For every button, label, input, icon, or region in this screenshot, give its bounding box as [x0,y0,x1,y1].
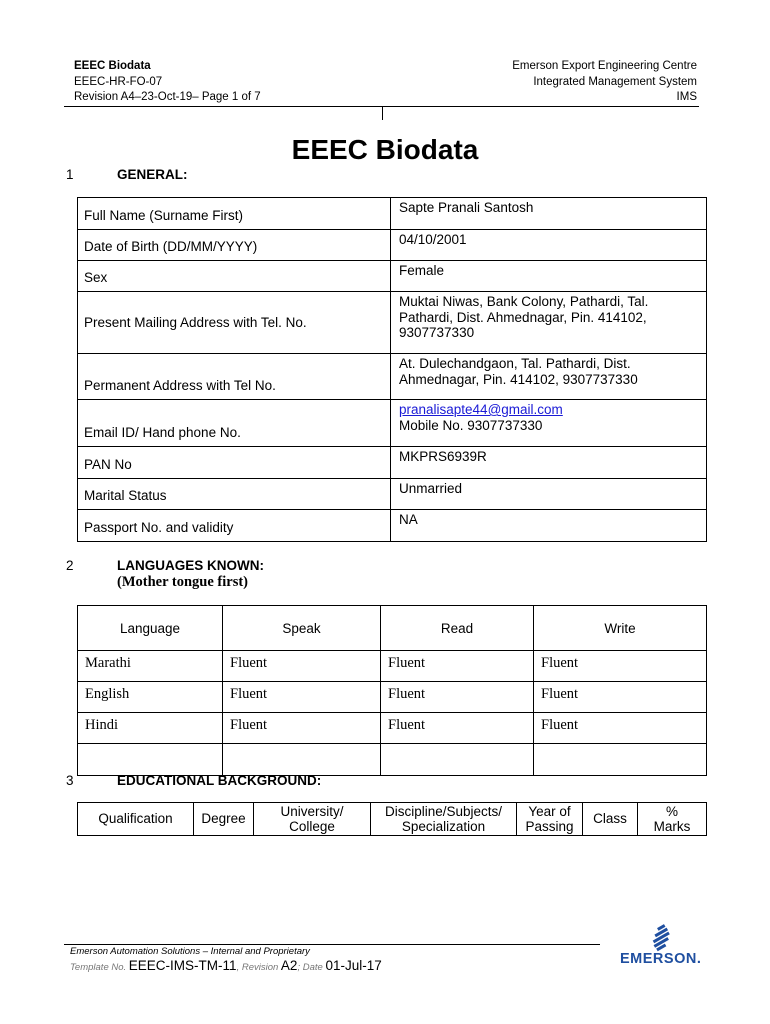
template-label: Template No. [70,962,127,973]
table-row [78,354,707,400]
column-header-line: Discipline/Subjects/ [384,803,503,819]
column-header [371,803,517,836]
field-label: Sex [78,261,391,292]
table-cell[interactable] [78,744,223,776]
table-cell[interactable]: Marathi [78,651,223,682]
table-header-row [78,803,707,836]
field-value[interactable]: Muktai Niwas, Bank Colony, Pathardi, Tal. Pathardi, Dist. Ahmednagar, Pin. 414102, 9307737330 [391,292,707,354]
header-doc-title: EEEC Biodata [74,60,151,72]
field-label: Email ID/ Hand phone No. [78,400,391,447]
footer-divider [64,944,600,945]
general-table [77,197,707,542]
field-value[interactable]: 04/10/2001 [391,230,707,261]
table-cell[interactable]: Fluent [534,713,707,744]
field-label: Present Mailing Address with Tel. No. [78,292,391,354]
column-header [583,803,638,836]
footer-template [70,958,382,973]
field-label: Marital Status [78,479,391,510]
field-label: Passport No. and validity [78,510,391,542]
table-cell[interactable]: English [78,682,223,713]
column-header-line: Specialization [401,819,486,834]
field-value[interactable]: MKPRS6939R [391,447,707,479]
column-header-line: Marks [653,819,691,834]
page-title: EEEC Biodata [291,134,479,165]
table-cell[interactable] [223,744,381,776]
column-header [78,803,194,836]
header-ims: IMS [676,91,697,103]
column-header [254,803,371,836]
table-row [78,744,707,776]
section-number-general: 1 [66,167,74,182]
table-cell[interactable]: Fluent [381,651,534,682]
table-row [78,292,707,354]
section-title-languages: LANGUAGES KNOWN: [117,558,264,573]
table-row [78,261,707,292]
column-header: Write [534,606,707,651]
email-link[interactable]: pranalisapte44@gmail.com [399,402,563,417]
header-revision: Revision A4–23-Oct-19– Page 1 of 7 [74,91,261,103]
section-number-education: 3 [66,773,74,788]
footer-proprietary: Emerson Automation Solutions – Internal and Proprietary [70,946,310,957]
header-system: Integrated Management System [533,75,697,88]
header-right [512,59,697,106]
template-number: EEEC-IMS-TM-11 [128,958,237,973]
column-header-line: College [289,819,335,834]
table-cell[interactable]: Fluent [381,713,534,744]
column-header: Language [78,606,223,651]
table-cell[interactable]: Fluent [223,651,381,682]
field-label: Permanent Address with Tel No. [78,354,391,400]
table-row [78,479,707,510]
header-org: Emerson Export Engineering Centre [512,60,697,72]
field-value[interactable]: NA [391,510,707,542]
section-title-general: GENERAL: [117,167,188,182]
field-value[interactable]: Female [391,261,707,292]
table-row [78,447,707,479]
field-value[interactable]: At. Dulechandgaon, Tal. Pathardi, Dist. Ahmednagar, Pin. 414102, 9307737330 [391,354,707,400]
table-cell[interactable] [381,744,534,776]
mobile-number: Mobile No. 9307737330 [399,417,543,433]
table-header-row [78,606,707,651]
section-subtitle-languages: (Mother tongue first) [117,574,249,590]
table-row [78,713,707,744]
table-cell[interactable]: Hindi [78,713,223,744]
column-header-line: Class [593,811,627,827]
date-label: ; Date [297,962,323,973]
table-cell[interactable]: Fluent [534,682,707,713]
languages-table [77,605,707,776]
field-label: PAN No [78,447,391,479]
column-header: Read [381,606,534,651]
table-row [78,510,707,542]
date-value: 01-Jul-17 [325,958,382,973]
table-row [78,400,707,447]
revision-label: , Revision [236,962,279,973]
column-header-line: Year of [528,803,571,819]
table-cell[interactable]: Fluent [534,651,707,682]
education-table [77,802,707,836]
field-label: Date of Birth (DD/MM/YYYY) [78,230,391,261]
table-cell[interactable]: Fluent [223,682,381,713]
column-header-line: Degree [201,811,246,827]
revision-value: A2 [280,958,298,973]
column-header [517,803,583,836]
table-cell[interactable]: Fluent [381,682,534,713]
column-header-line: Passing [525,819,574,834]
field-value[interactable]: Sapte Pranali Santosh [391,198,707,230]
table-row [78,651,707,682]
header-left [74,59,261,106]
column-header [194,803,254,836]
field-value[interactable]: Unmarried [391,479,707,510]
column-header-line: % [665,803,678,819]
column-header-line: University/ [280,803,344,819]
table-cell[interactable] [534,744,707,776]
table-row [78,230,707,261]
section-title-education: EDUCATIONAL BACKGROUND: [117,773,322,788]
table-cell[interactable]: Fluent [223,713,381,744]
table-row [78,682,707,713]
header-divider-tick [382,106,383,120]
column-header [638,803,707,836]
column-header-line: Qualification [98,811,173,827]
emerson-wordmark: EMERSON. [620,951,702,967]
field-value [391,400,707,447]
field-label: Full Name (Surname First) [78,198,391,230]
column-header: Speak [223,606,381,651]
table-row [78,198,707,230]
header-doc-code: EEEC-HR-FO-07 [74,75,163,88]
section-number-languages: 2 [66,558,74,573]
